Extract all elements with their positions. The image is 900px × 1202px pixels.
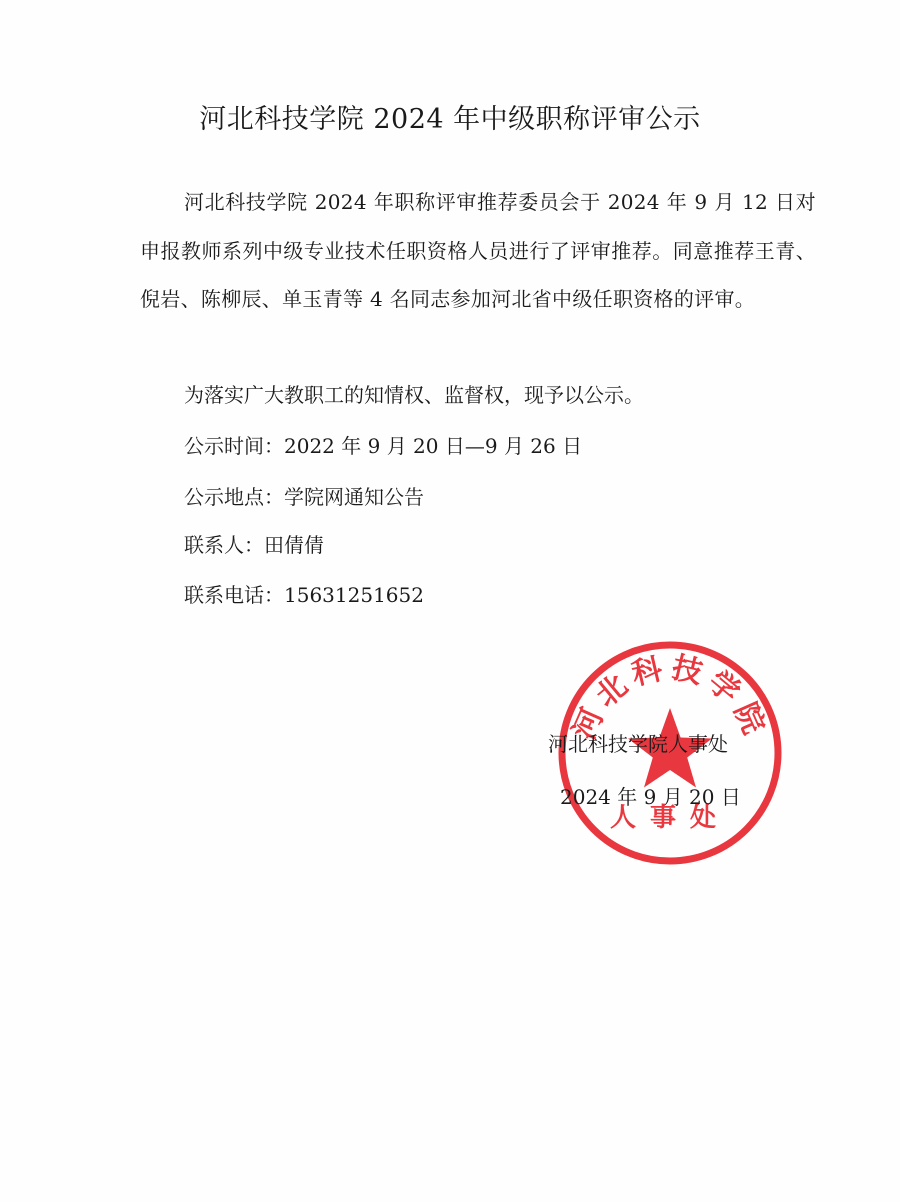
document-title: 河北科技学院 2024 年中级职称评审公示 — [199, 104, 701, 135]
signature-organization: 河北科技学院人事处 — [548, 732, 728, 756]
seal-bottom-text: 人事处 — [609, 803, 731, 833]
contact-phone: 联系电话：15631251652 — [184, 583, 424, 607]
paragraph-main: 河北科技学院 2024 年职称评审推荐委员会于 2024 年 9 月 12 日对申报教师系列中级专业技术任职资格人员进行了评审推荐。同意推荐王青、倪岩、陈柳辰、单玉青等 4 名同志参加河北省中级任职资格的评审。 — [140, 190, 816, 311]
signature-date: 2024 年 9 月 20 日 — [560, 785, 741, 809]
publicity-time: 公示时间：2022 年 9 月 20 日—9 月 26 日 — [184, 434, 583, 458]
contact-person: 联系人：田倩倩 — [184, 533, 324, 557]
document-body — [140, 178, 816, 324]
paragraph-supervision: 为落实广大教职工的知情权、监督权，现予以公示。 — [184, 383, 644, 407]
publicity-place: 公示地点：学院网通知公告 — [184, 485, 424, 509]
seal-arc-text: 河北科技学院 — [566, 650, 774, 745]
